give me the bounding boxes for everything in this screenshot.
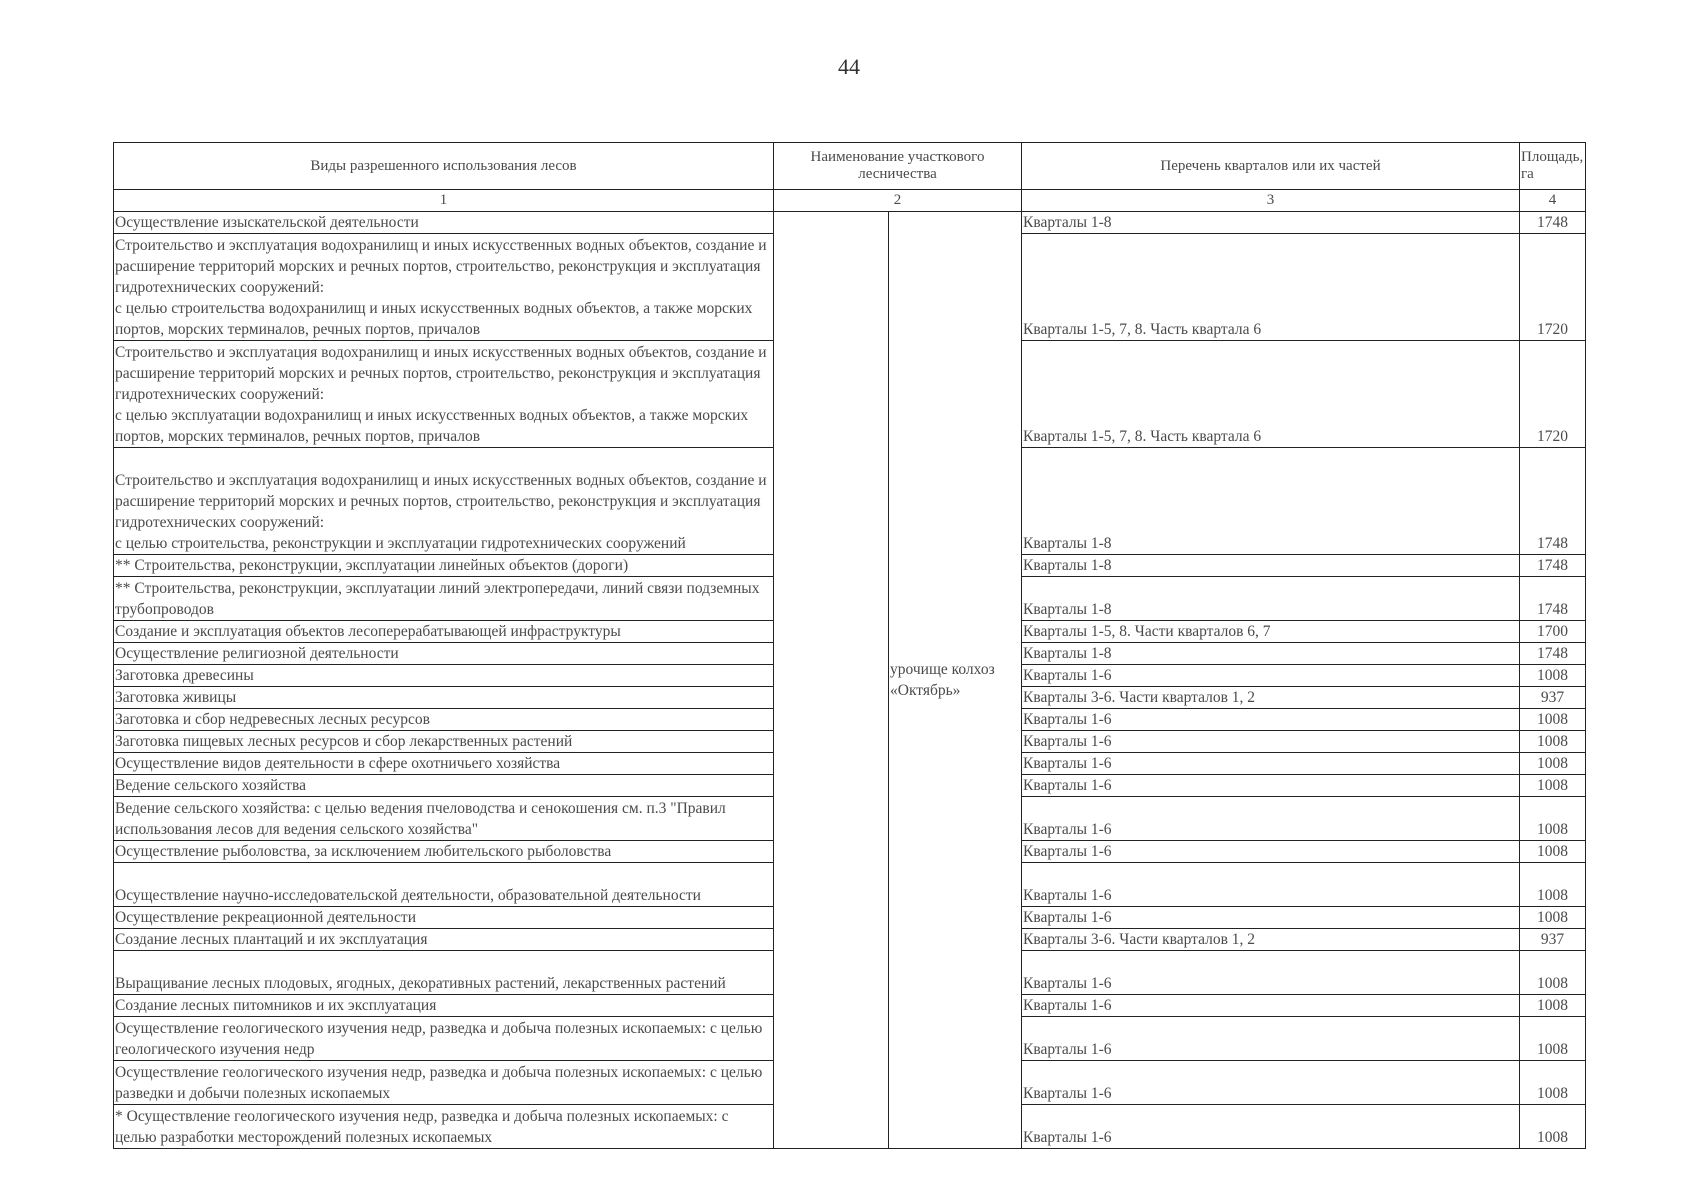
area-cell: 1748: [1520, 555, 1586, 577]
area-cell: 1748: [1520, 212, 1586, 234]
quarters-cell: Кварталы 1-8: [1022, 212, 1520, 234]
usage-cell: ** Строительства, реконструкции, эксплуатации линий электропередачи, линий связи подземных трубопроводов: [114, 577, 774, 621]
usage-cell: ** Строительства, реконструкции, эксплуатации линейных объектов (дороги): [114, 555, 774, 577]
forestry-name-cell: урочище колхоз «Октябрь»: [889, 212, 1022, 1149]
area-cell: 1748: [1520, 577, 1586, 621]
area-cell: 1720: [1520, 234, 1586, 341]
header-usage: Виды разрешенного использования лесов: [114, 143, 774, 190]
usage-cell: Осуществление видов деятельности в сфере охотничьего хозяйства: [114, 753, 774, 775]
area-cell: 937: [1520, 929, 1586, 951]
area-cell: 1008: [1520, 1105, 1586, 1149]
quarters-cell: Кварталы 1-6: [1022, 1105, 1520, 1149]
quarters-cell: Кварталы 1-6: [1022, 753, 1520, 775]
column-number: 4: [1520, 190, 1586, 212]
table-header-row: [114, 143, 1586, 190]
area-cell: 1008: [1520, 841, 1586, 863]
quarters-cell: Кварталы 1-8: [1022, 643, 1520, 665]
usage-cell: Создание лесных питомников и их эксплуатация: [114, 995, 774, 1017]
usage-cell: Заготовка и сбор недревесных лесных ресурсов: [114, 709, 774, 731]
header-forestry: Наименование участкового лесничества: [774, 143, 1022, 190]
usage-cell: Осуществление научно-исследовательской деятельности, образовательной деятельности: [114, 863, 774, 907]
column-number: 1: [114, 190, 774, 212]
table-row: [114, 212, 1586, 234]
quarters-cell: Кварталы 1-6: [1022, 995, 1520, 1017]
usage-cell: Заготовка древесины: [114, 665, 774, 687]
column-number: 3: [1022, 190, 1520, 212]
quarters-cell: Кварталы 1-6: [1022, 907, 1520, 929]
forest-usage-table: [113, 142, 1586, 1149]
area-cell: 1008: [1520, 775, 1586, 797]
area-cell: 1008: [1520, 951, 1586, 995]
area-cell: 1008: [1520, 665, 1586, 687]
usage-cell: Осуществление изыскательской деятельности: [114, 212, 774, 234]
area-cell: 1700: [1520, 621, 1586, 643]
area-cell: 1008: [1520, 1061, 1586, 1105]
quarters-cell: Кварталы 1-5, 7, 8. Часть квартала 6: [1022, 341, 1520, 448]
usage-cell: Осуществление рекреационной деятельности: [114, 907, 774, 929]
area-cell: 1008: [1520, 709, 1586, 731]
usage-cell: Ведение сельского хозяйства: с целью ведения пчеловодства и сенокошения см. п.3 "Правил использования лесов для ведения сельского хозяйства": [114, 797, 774, 841]
usage-cell: Осуществление рыболовства, за исключением любительского рыболовства: [114, 841, 774, 863]
usage-cell: Создание и эксплуатация объектов лесоперерабатывающей инфраструктуры: [114, 621, 774, 643]
area-cell: 1008: [1520, 995, 1586, 1017]
usage-cell: Заготовка живицы: [114, 687, 774, 709]
usage-cell: Осуществление религиозной деятельности: [114, 643, 774, 665]
area-cell: 937: [1520, 687, 1586, 709]
usage-cell: Создание лесных плантаций и их эксплуатация: [114, 929, 774, 951]
area-cell: 1008: [1520, 797, 1586, 841]
header-quarters: Перечень кварталов или их частей: [1022, 143, 1520, 190]
quarters-cell: Кварталы 1-5, 7, 8. Часть квартала 6: [1022, 234, 1520, 341]
usage-cell: Выращивание лесных плодовых, ягодных, декоративных растений, лекарственных растений: [114, 951, 774, 995]
column-number-row: [114, 190, 1586, 212]
quarters-cell: Кварталы 1-8: [1022, 577, 1520, 621]
quarters-cell: Кварталы 1-6: [1022, 1061, 1520, 1105]
quarters-cell: Кварталы 1-8: [1022, 448, 1520, 555]
area-cell: 1008: [1520, 907, 1586, 929]
quarters-cell: Кварталы 1-8: [1022, 555, 1520, 577]
usage-cell: Ведение сельского хозяйства: [114, 775, 774, 797]
quarters-cell: Кварталы 1-5, 8. Части кварталов 6, 7: [1022, 621, 1520, 643]
column-number: 2: [774, 190, 1022, 212]
quarters-cell: Кварталы 1-6: [1022, 709, 1520, 731]
area-cell: 1008: [1520, 753, 1586, 775]
area-cell: 1720: [1520, 341, 1586, 448]
quarters-cell: Кварталы 1-6: [1022, 841, 1520, 863]
area-cell: 1008: [1520, 1017, 1586, 1061]
usage-cell: Строительство и эксплуатация водохранилищ и иных искусственных водных объектов, создание и расширение территорий морских и речных портов, строительство, реконструкция и эксплуатация гидротехнических сооружений: с целью строительства, реконструкции и эксплуатации гидротехнических сооружений: [114, 448, 774, 555]
quarters-cell: Кварталы 1-6: [1022, 775, 1520, 797]
quarters-cell: Кварталы 3-6. Части кварталов 1, 2: [1022, 687, 1520, 709]
usage-cell: Осуществление геологического изучения недр, разведка и добыча полезных ископаемых: с целью геологического изучения недр: [114, 1017, 774, 1061]
quarters-cell: Кварталы 1-6: [1022, 731, 1520, 753]
page-number: 44: [838, 54, 860, 79]
usage-cell: Осуществление геологического изучения недр, разведка и добыча полезных ископаемых: с целью разведки и добычи полезных ископаемых: [114, 1061, 774, 1105]
quarters-cell: Кварталы 1-6: [1022, 1017, 1520, 1061]
area-cell: 1008: [1520, 731, 1586, 753]
quarters-cell: Кварталы 1-6: [1022, 951, 1520, 995]
usage-cell: * Осуществление геологического изучения недр, разведка и добыча полезных ископаемых: с целью разработки месторождений полезных ископаемых: [114, 1105, 774, 1149]
usage-cell: Строительство и эксплуатация водохранилищ и иных искусственных водных объектов, создание и расширение территорий морских и речных портов, строительство, реконструкция и эксплуатация гидротехнических сооружений: с целью строительства водохранилищ и иных искусственных водных объектов, а также морских портов, морских терминалов, речных портов, причалов: [114, 234, 774, 341]
forestry-blank-cell: [774, 212, 889, 1149]
quarters-cell: Кварталы 1-6: [1022, 665, 1520, 687]
usage-cell: Строительство и эксплуатация водохранилищ и иных искусственных водных объектов, создание и расширение территорий морских и речных портов, строительство, реконструкция и эксплуатация гидротехнических сооружений: с целью эксплуатации водохранилищ и иных искусственных водных объектов, а также морских портов, морских терминалов, речных портов, причалов: [114, 341, 774, 448]
header-area: Площадь, га: [1520, 143, 1586, 190]
quarters-cell: Кварталы 1-6: [1022, 863, 1520, 907]
usage-cell: Заготовка пищевых лесных ресурсов и сбор лекарственных растений: [114, 731, 774, 753]
quarters-cell: Кварталы 1-6: [1022, 797, 1520, 841]
area-cell: 1748: [1520, 448, 1586, 555]
area-cell: 1008: [1520, 863, 1586, 907]
area-cell: 1748: [1520, 643, 1586, 665]
quarters-cell: Кварталы 3-6. Части кварталов 1, 2: [1022, 929, 1520, 951]
